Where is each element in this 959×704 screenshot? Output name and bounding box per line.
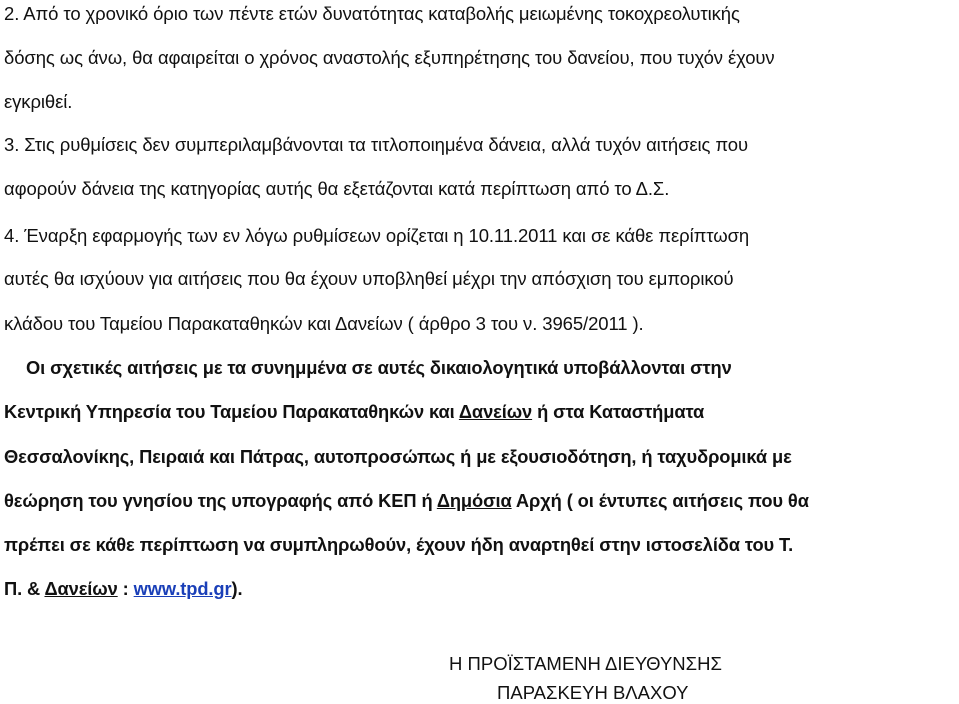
signature-title: Η ΠΡΟΪΣΤΑΜΕΝΗ ΔΙΕΥΘΥΝΣΗΣ	[449, 653, 722, 674]
submission-line-6-text-b: :	[117, 578, 134, 599]
submission-paragraph-line-4	[4, 490, 809, 512]
submission-paragraph-line-5: πρέπει σε κάθε περίπτωση να συμπληρωθούν, έχουν ήδη αναρτηθεί στην ιστοσελίδα του Τ.	[4, 534, 794, 555]
submission-line-4-text-b: Αρχή ( οι έντυπες αιτήσεις που θα	[511, 490, 809, 511]
paragraph-4-line-2: αυτές θα ισχύουν για αιτήσεις που θα έχουν υποβληθεί μέχρι την απόσχιση του εμπορικού	[4, 268, 734, 289]
submission-line-6-text-c: ).	[231, 578, 243, 599]
paragraph-2-line-3: εγκριθεί.	[4, 91, 73, 112]
tpd-website-link[interactable]: www.tpd.gr	[133, 578, 232, 599]
submission-line-2-text-b: ή στα Καταστήματα	[532, 401, 705, 422]
paragraph-4-line-1: 4. Έναρξη εφαρμογής των εν λόγω ρυθμίσεων ορίζεται η 10.11.2011 και σε κάθε περίπτωση	[4, 225, 750, 246]
submission-line-2-underlined: Δανείων	[458, 401, 533, 422]
paragraph-2-line-1: 2. Από το χρονικό όριο των πέντε ετών δυνατότητας καταβολής μειωμένης τοκοχρεολυτικής	[4, 3, 740, 24]
submission-line-6-underlined: Δανείων	[44, 578, 118, 599]
submission-paragraph-line-1: Οι σχετικές αιτήσεις με τα συνημμένα σε αυτές δικαιολογητικά υποβάλλονται στην	[26, 357, 732, 378]
submission-paragraph-line-6	[4, 578, 242, 600]
paragraph-4-line-3: κλάδου του Ταμείου Παρακαταθηκών και Δανείων ( άρθρο 3 του ν. 3965/2011 ).	[4, 313, 644, 334]
submission-line-6-text-a: Π. &	[4, 578, 45, 599]
paragraph-3-line-2: αφορούν δάνεια της κατηγορίας αυτής θα εξετάζονται κατά περίπτωση από το Δ.Σ.	[4, 178, 670, 199]
submission-line-2-text-a: Κεντρική Υπηρεσία του Ταμείου Παρακαταθηκών και	[4, 401, 459, 422]
submission-line-4-underlined: Δημόσια	[436, 490, 512, 511]
submission-paragraph-line-2	[4, 401, 704, 423]
submission-line-4-text-a: θεώρηση του γνησίου της υπογραφής από ΚΕΠ ή	[4, 490, 437, 511]
submission-paragraph-line-3: Θεσσαλονίκης, Πειραιά και Πάτρας, αυτοπροσώπως ή με εξουσιοδότηση, ή ταχυδρομικά με	[4, 446, 792, 467]
paragraph-3-line-1: 3. Στις ρυθμίσεις δεν συμπεριλαμβάνονται τα τιτλοποιημένα δάνεια, αλλά τυχόν αιτήσεις που	[4, 134, 749, 155]
signature-name: ΠΑΡΑΣΚΕΥΗ ΒΛΑΧΟΥ	[497, 682, 689, 703]
paragraph-2-line-2: δόσης ως άνω, θα αφαιρείται ο χρόνος αναστολής εξυπηρέτησης του δανείου, που τυχόν έχουν	[4, 47, 775, 68]
